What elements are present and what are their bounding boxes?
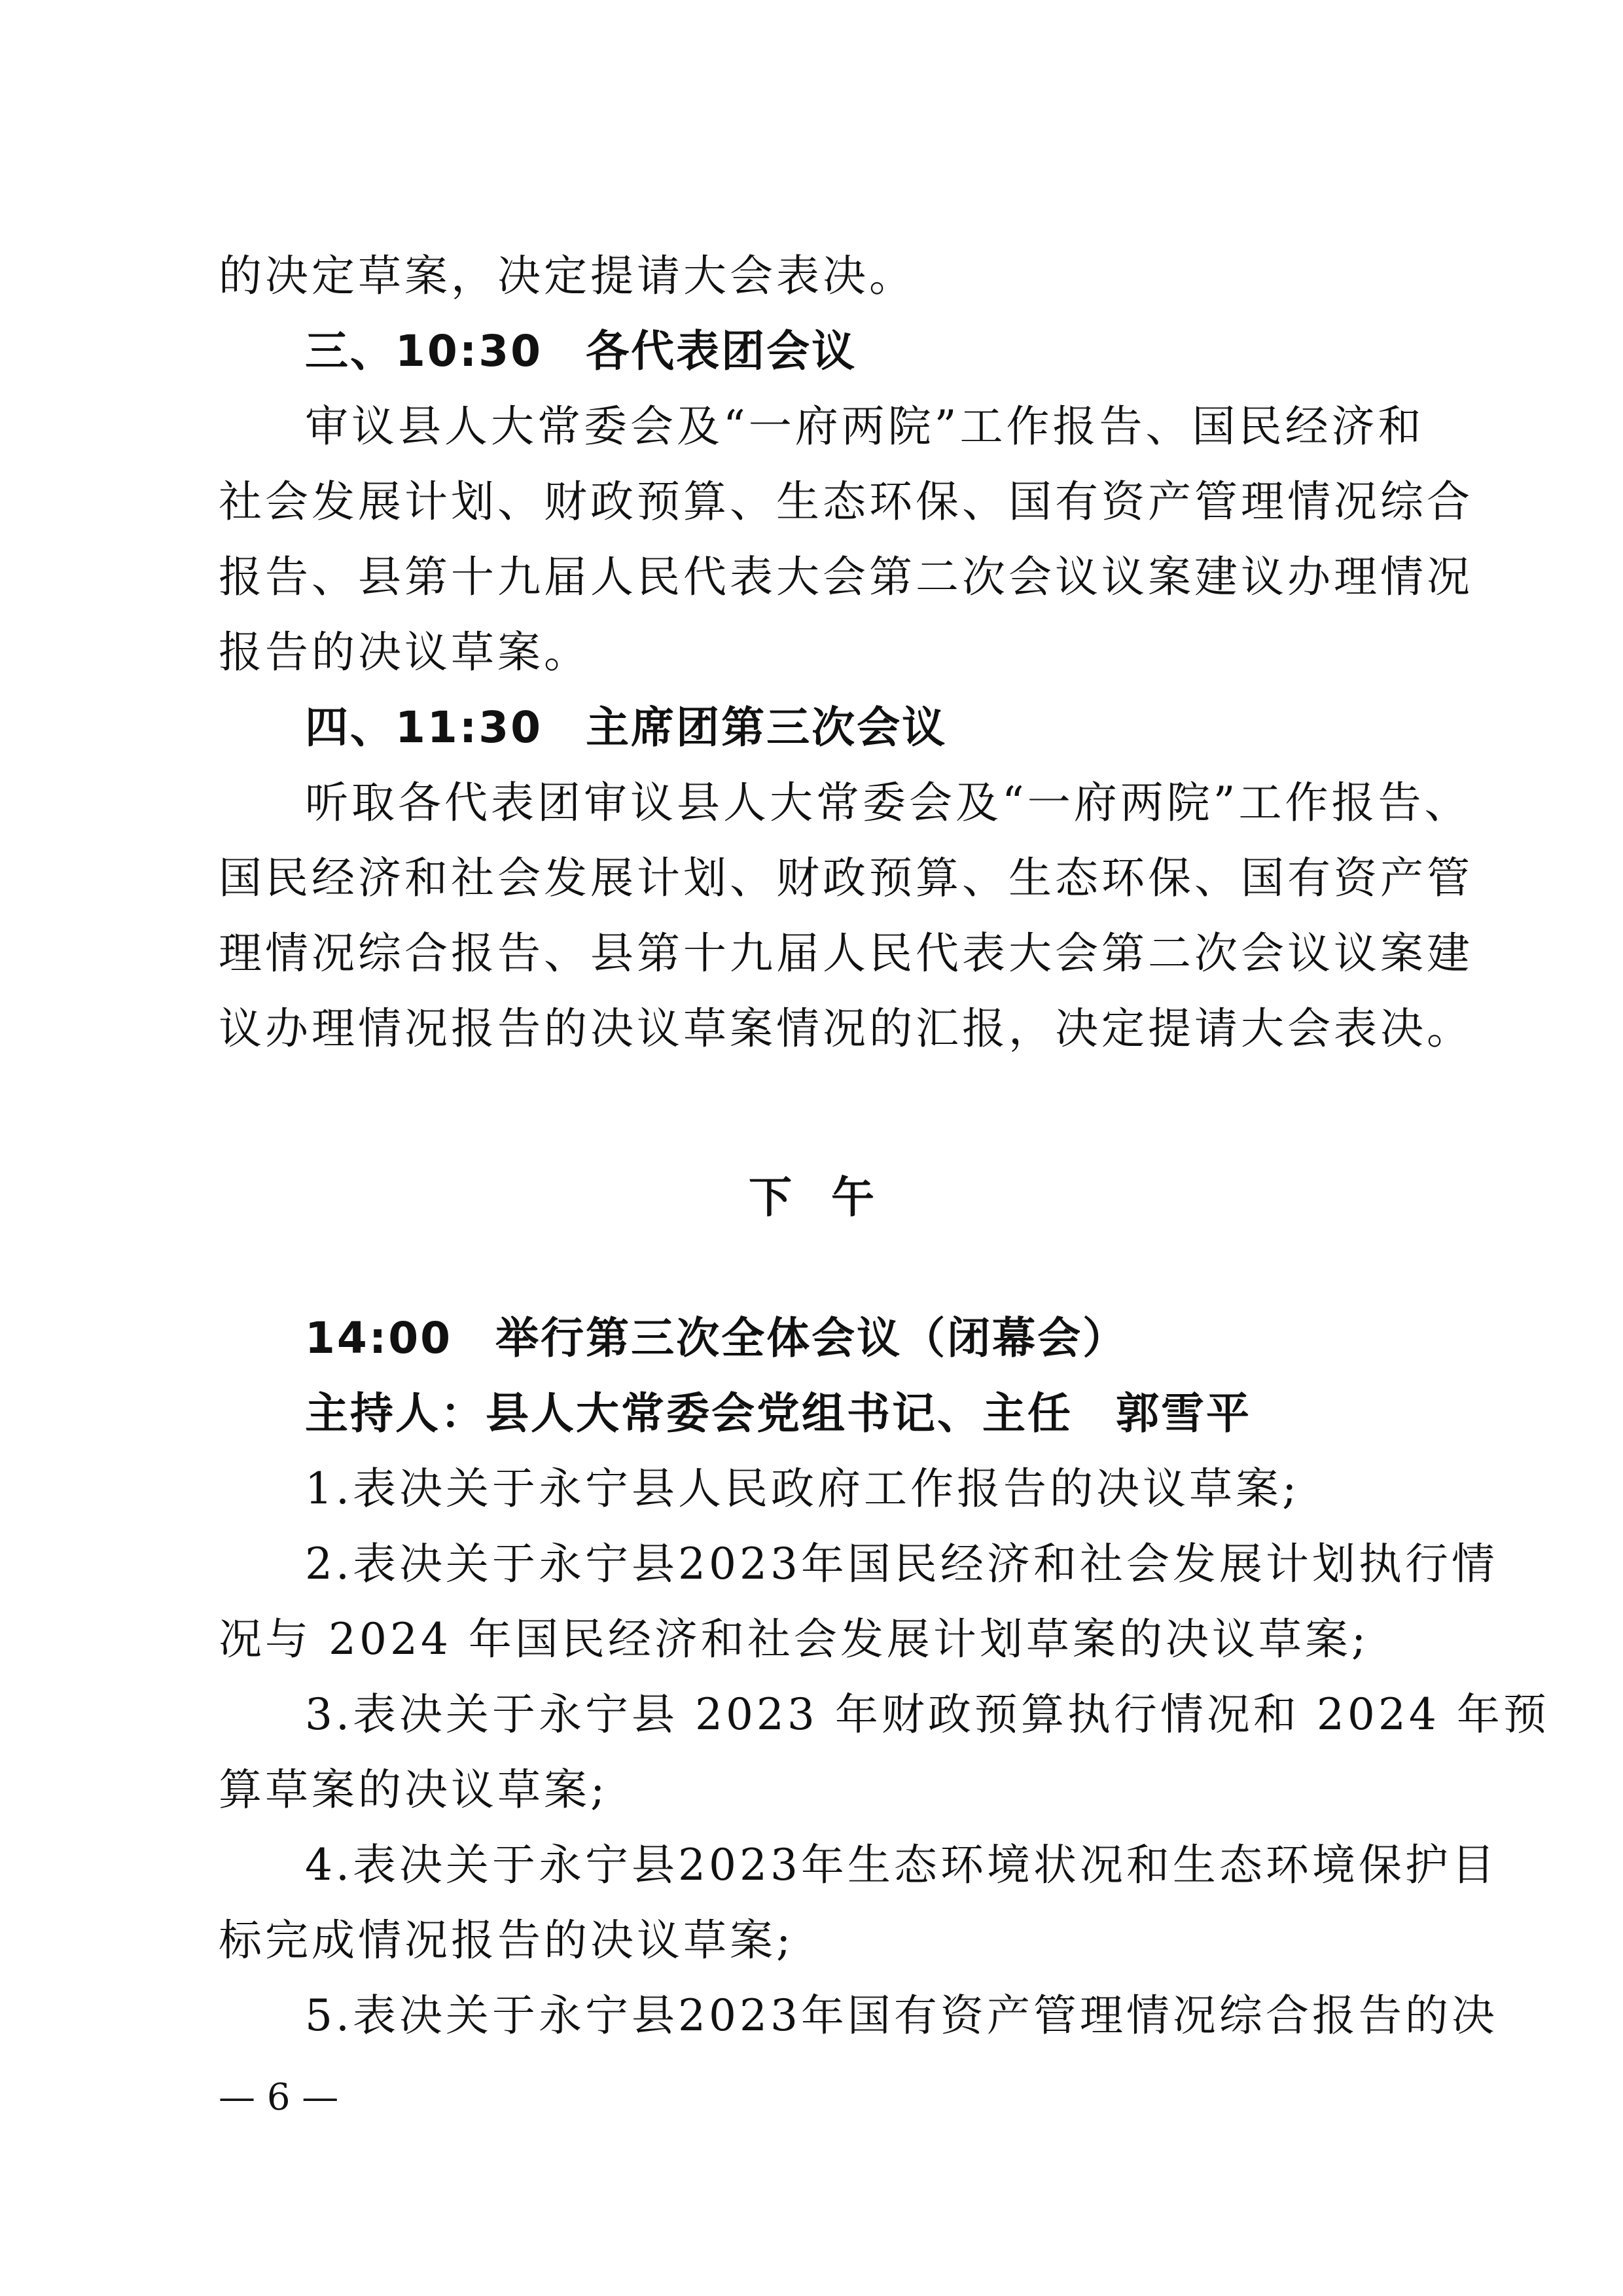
agenda-item: 1.表决关于永宁县人民政府工作报告的决议草案; xyxy=(305,1463,1300,1514)
paragraph-line: 的决定草案，决定提请大会表决。 xyxy=(219,251,916,301)
host-name: 郭雪平 xyxy=(1116,1388,1251,1439)
agenda-item: 3.表决关于永宁县 2023 年财政预算执行情况和 2024 年预 xyxy=(305,1689,1550,1740)
session-time: 14:00 xyxy=(305,1313,453,1363)
page-number-dash-left: — xyxy=(219,2076,255,2119)
paragraph-line: 议办理情况报告的决议草案情况的汇报，决定提请大会表决。 xyxy=(219,1003,1473,1054)
host-line xyxy=(305,1381,1251,1446)
session-title: 举行第三次全体会议（闭幕会） xyxy=(495,1313,1128,1363)
agenda-item-continued: 况与 2024 年国民经济和社会发展计划草案的决议草案; xyxy=(219,1614,1370,1664)
paragraph-line: 听取各代表团审议县人大常委会及“一府两院”工作报告、 xyxy=(305,778,1471,828)
page-number xyxy=(219,2072,338,2124)
agenda-item: 5.表决关于永宁县2023年国有资产管理情况综合报告的决 xyxy=(305,1990,1498,2041)
paragraph-line: 理情况综合报告、县第十九届人民代表大会第二次会议议案建 xyxy=(219,928,1473,978)
agenda-item-continued: 标完成情况报告的决议草案; xyxy=(219,1915,794,1965)
section-heading-4 xyxy=(305,695,947,761)
host-label: 主持人：县人大常委会党组书记、主任 xyxy=(305,1388,1073,1439)
agenda-item-continued: 算草案的决议草案; xyxy=(219,1765,609,1815)
paragraph-line: 报告的决议草案。 xyxy=(219,627,590,677)
paragraph-line: 国民经济和社会发展计划、财政预算、生态环保、国有资产管 xyxy=(219,853,1473,903)
section-title: 各代表团会议 xyxy=(586,326,857,376)
afternoon-title: 下午 xyxy=(749,1172,914,1223)
section-title: 主席团第三次会议 xyxy=(586,702,948,753)
paragraph-line: 社会发展计划、财政预算、生态环保、国有资产管理情况综合 xyxy=(219,476,1473,527)
paragraph-line: 报告、县第十九届人民代表大会第二次会议议案建议办理情况 xyxy=(219,552,1473,602)
page-number-value: 6 xyxy=(266,2076,291,2119)
section-number: 三、10:30 xyxy=(305,326,543,376)
section-heading-3 xyxy=(305,319,857,384)
page-number-dash-right: — xyxy=(302,2076,339,2119)
section-number: 四、11:30 xyxy=(305,702,543,753)
paragraph-line: 审议县人大常委会及“一府两院”工作报告、国民经济和 xyxy=(305,401,1425,452)
agenda-item: 4.表决关于永宁县2023年生态环境状况和生态环境保护目 xyxy=(305,1840,1498,1890)
session-heading xyxy=(305,1306,1128,1371)
agenda-item: 2.表决关于永宁县2023年国民经济和社会发展计划执行情 xyxy=(305,1539,1498,1589)
